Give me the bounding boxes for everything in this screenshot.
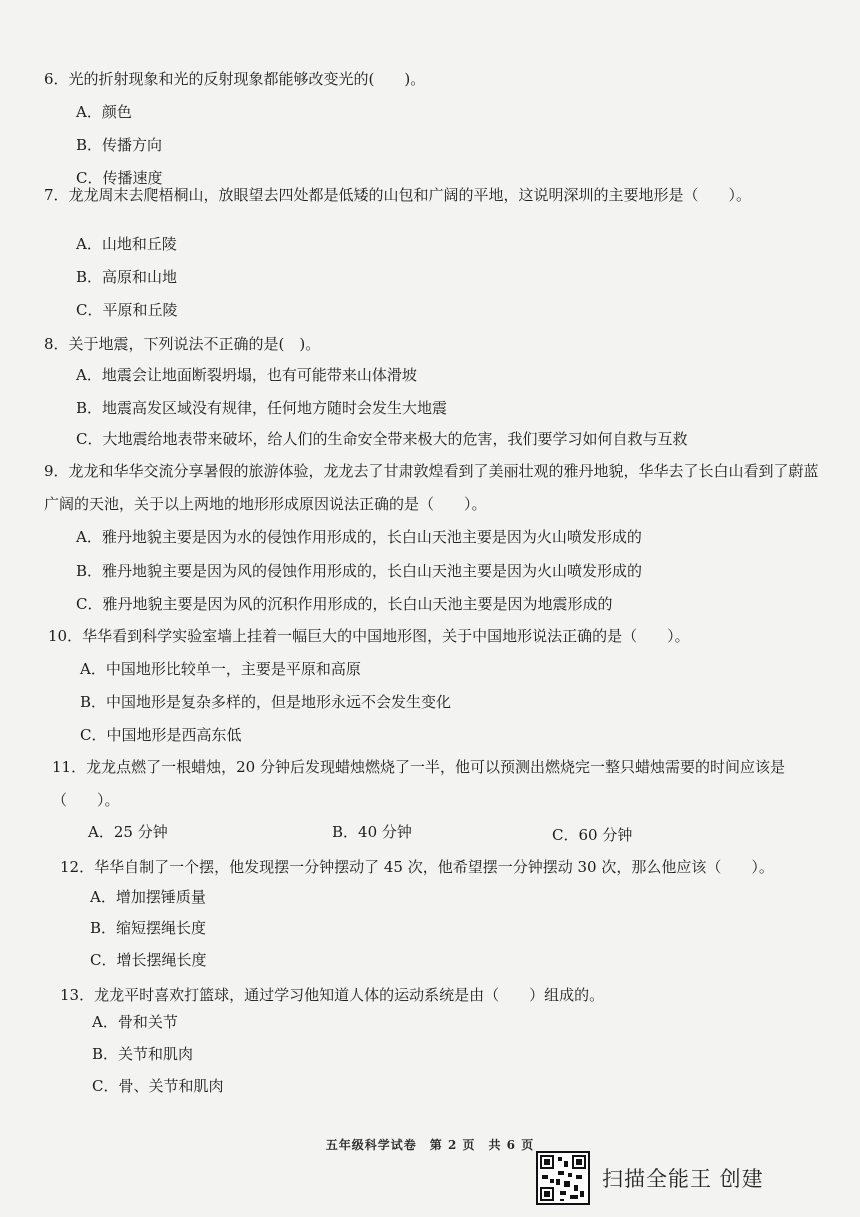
question-9-option-a: A．雅丹地貌主要是因为水的侵蚀作用形成的，长白山天池主要是因为火山喷发形成的 [76, 528, 642, 546]
question-9-stem: 9．龙龙和华华交流分享暑假的旅游体验，龙龙去了甘肃敦煌看到了美丽壮观的雅丹地貌，华华去了长白山看到了蔚蓝广阔的天池，关于以上两地的地形形成原因说法正确的是（ ）。 [44, 462, 819, 513]
question-10-stem: 10．华华看到科学实验室墙上挂着一幅巨大的中国地形图，关于中国地形说法正确的是（ ）。 [48, 627, 690, 645]
scanner-watermark [536, 1150, 776, 1206]
question-10-option-c: C．中国地形是西高东低 [80, 726, 242, 744]
question-7-option-b: B．高原和山地 [76, 268, 178, 286]
question-13-option-a: A．骨和关节 [92, 1013, 178, 1031]
question-9-option-c: C．雅丹地貌主要是因为风的沉积作用形成的，长白山天池主要是因为地震形成的 [76, 595, 613, 613]
question-11-option-c: C．60 分钟 [552, 826, 633, 844]
question-13-option-b: B．关节和肌肉 [92, 1045, 194, 1063]
question-11-option-a: A．25 分钟 [88, 823, 168, 841]
question-12-stem: 12．华华自制了一个摆，他发现摆一分钟摆动了 45 次，他希望摆一分钟摆动 30 次，那么他应该（ ）。 [60, 858, 774, 876]
question-7-option-a: A．山地和丘陵 [76, 235, 177, 253]
question-11-option-b: B．40 分钟 [332, 823, 412, 841]
page-footer: 五年级科学试卷 第 2 页 共 6 页 [325, 1138, 535, 1152]
question-11-stem: 11．龙龙点燃了一根蜡烛，20 分钟后发现蜡烛燃烧了一半，他可以预测出燃烧完一整只蜡烛需要的时间应该是（ ）。 [52, 758, 785, 809]
question-6-option-a: A．颜色 [76, 103, 132, 121]
question-6-stem: 6．光的折射现象和光的反射现象都能够改变光的( )。 [44, 70, 426, 88]
question-8-option-c: C．大地震给地表带来破坏，给人们的生命安全带来极大的危害，我们要学习如何自救与互救 [76, 430, 688, 448]
question-10-option-a: A．中国地形比较单一，主要是平原和高原 [80, 660, 361, 678]
question-13-option-c: C．骨、关节和肌肉 [92, 1077, 224, 1095]
question-12-option-b: B．缩短摆绳长度 [90, 919, 207, 937]
question-7-stem: 7．龙龙周末去爬梧桐山，放眼望去四处都是低矮的山包和广阔的平地，这说明深圳的主要地形是（ ）。 [44, 186, 752, 204]
watermark-text: 扫描全能王 创建 [602, 1167, 764, 1191]
question-7-option-c: C．平原和丘陵 [76, 301, 178, 319]
question-8-stem: 8．关于地震，下列说法不正确的是( )。 [44, 335, 321, 353]
question-12-option-a: A．增加摆锤质量 [90, 888, 206, 906]
question-12-option-c: C．增长摆绳长度 [90, 951, 207, 969]
question-10-option-b: B．中国地形是复杂多样的，但是地形永远不会发生变化 [80, 693, 452, 711]
question-13-stem: 13．龙龙平时喜欢打篮球，通过学习他知道人体的运动系统是由（ ）组成的。 [60, 986, 605, 1004]
question-6-option-c: C．传播速度 [76, 169, 163, 187]
qr-code-icon [536, 1151, 590, 1205]
question-6-option-b: B．传播方向 [76, 136, 163, 154]
question-8-option-a: A．地震会让地面断裂坍塌，也有可能带来山体滑坡 [76, 366, 417, 384]
question-8-option-b: B．地震高发区域没有规律，任何地方随时会发生大地震 [76, 399, 448, 417]
question-9-option-b: B．雅丹地貌主要是因为风的侵蚀作用形成的，长白山天池主要是因为火山喷发形成的 [76, 562, 643, 580]
